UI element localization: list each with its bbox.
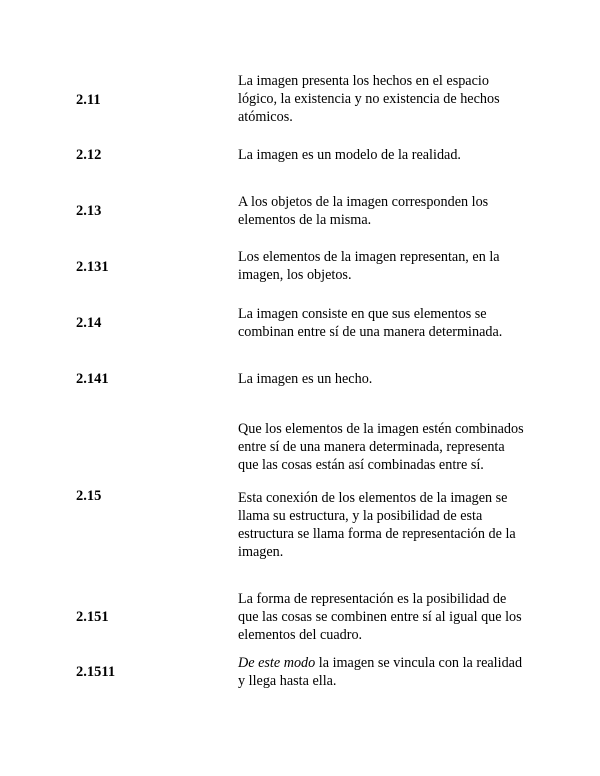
proposition-paragraph: Los elementos de la imagen representan, en la imagen, los objetos. xyxy=(238,249,500,283)
proposition-text-2-141 xyxy=(238,370,528,388)
proposition-text-2-131 xyxy=(238,248,528,284)
proposition-number-2-1511: 2.1511 xyxy=(76,664,116,680)
proposition-paragraph: La imagen presenta los hechos en el espacio lógico, la existencia y no existencia de hechos atómicos. xyxy=(238,73,500,125)
proposition-text-2-12 xyxy=(238,146,528,164)
proposition-paragraph: La imagen es un modelo de la realidad. xyxy=(238,147,461,163)
proposition-number-2-141: 2.141 xyxy=(76,371,109,387)
proposition-text-2-1511 xyxy=(238,654,528,690)
proposition-paragraph: Que los elementos de la imagen estén combinados entre sí de una manera determinada, representa que las cosas están así combinadas entre sí. xyxy=(238,421,524,473)
proposition-text-2-15 xyxy=(238,420,528,561)
proposition-number-2-131: 2.131 xyxy=(76,259,109,275)
proposition-number-2-151: 2.151 xyxy=(76,609,109,625)
proposition-text-2-14 xyxy=(238,305,528,341)
proposition-number-2-13: 2.13 xyxy=(76,203,102,219)
emphasis-text: De este modo xyxy=(238,655,316,671)
proposition-paragraph-rest: la imagen se vincula con la realidad y llega hasta ella. xyxy=(238,655,523,689)
proposition-paragraph: Esta conexión de los elementos de la imagen se llama su estructura, y la posibilidad de esta estructura se llama forma de representación de la imagen. xyxy=(238,490,516,560)
proposition-text-2-11 xyxy=(238,72,528,126)
proposition-number-2-12: 2.12 xyxy=(76,147,102,163)
proposition-paragraph: La forma de representación es la posibilidad de que las cosas se combinen entre sí al igual que los elementos del cuadro. xyxy=(238,591,522,643)
proposition-paragraph: La imagen es un hecho. xyxy=(238,371,373,387)
proposition-paragraph xyxy=(238,654,528,690)
proposition-number-2-11: 2.11 xyxy=(76,92,101,108)
proposition-text-2-13 xyxy=(238,193,528,229)
proposition-number-2-14: 2.14 xyxy=(76,315,102,331)
proposition-paragraph: A los objetos de la imagen corresponden los elementos de la misma. xyxy=(238,194,489,228)
proposition-number-2-15: 2.15 xyxy=(76,488,102,504)
proposition-text-2-151 xyxy=(238,590,528,644)
proposition-paragraph: La imagen consiste en que sus elementos se combinan entre sí de una manera determinada. xyxy=(238,306,503,340)
